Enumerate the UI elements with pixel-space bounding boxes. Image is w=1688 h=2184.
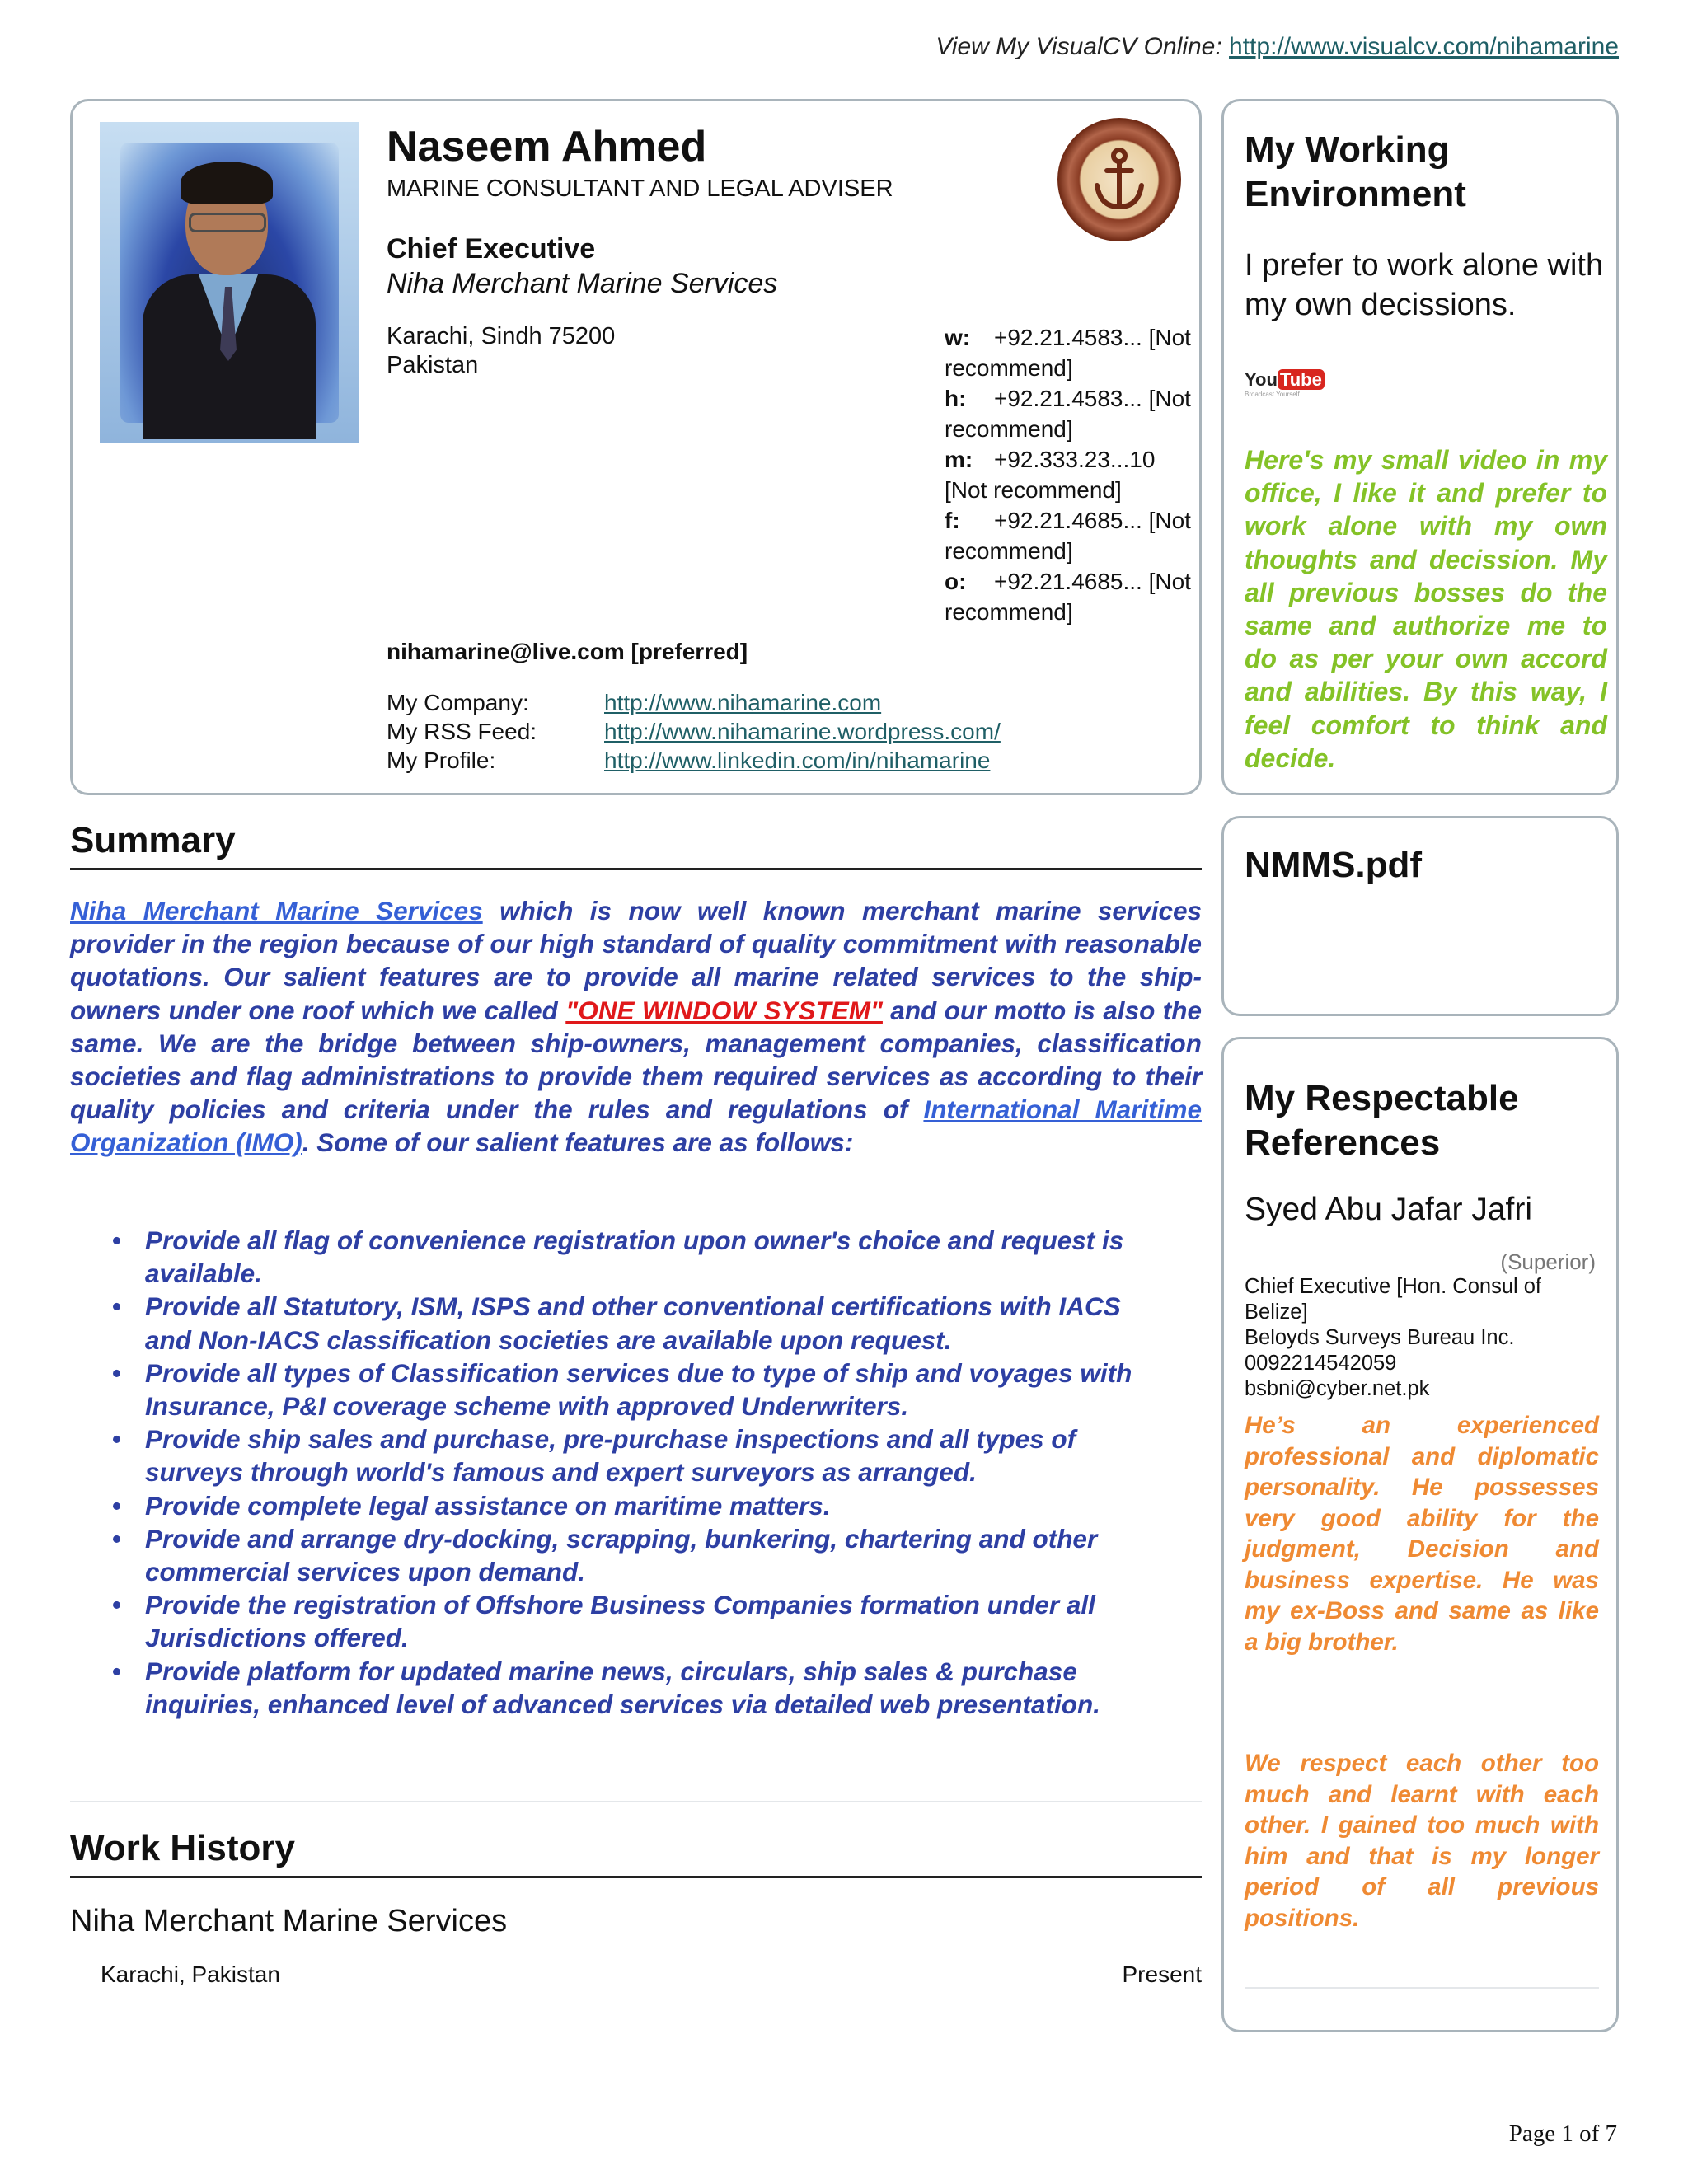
visualcv-link[interactable]: http://www.visualcv.com/nihamarine <box>1229 33 1619 60</box>
link-row-profile <box>387 746 1001 775</box>
one-window-system-link[interactable]: "ONE WINDOW SYSTEM" <box>565 995 883 1025</box>
summary-heading: Summary <box>70 820 1202 870</box>
reference-phone: 0092214542059 <box>1245 1352 1397 1375</box>
link-label: My RSS Feed: <box>387 719 537 744</box>
phone-fax: f: +92.21.4685... [Not recommend] <box>945 508 1191 564</box>
reference-title: Chief Executive [Hon. Consul of Belize] <box>1245 1275 1542 1324</box>
work-company: Niha Merchant Marine Services <box>70 1904 508 1938</box>
link-row-company <box>387 688 1001 717</box>
list-item: • Provide platform for updated marine news, circulars, ship sales & purchase inquiries, enhanced level of advanced services via detailed web presentation. <box>145 1655 1167 1721</box>
youtube-you-text: You <box>1245 369 1278 390</box>
environment-text: I prefer to work alone with my own decissions. <box>1245 248 1604 322</box>
profile-card <box>70 99 1202 795</box>
phone-home: h: +92.21.4583... [Not recommend] <box>945 386 1191 442</box>
list-item: • Provide and arrange dry-docking, scrapping, bunkering, chartering and other commercial services upon demand. <box>145 1522 1167 1588</box>
youtube-tube-text: Tube <box>1278 369 1325 390</box>
reference-note-1: He’s an experienced professional and diplomatic personality. He possesses very good ability for the judgment, Decision and business expertise. He was my ex-Boss and same as like a big brother. <box>1245 1412 1599 1656</box>
reference-company: Beloyds Surveys Bureau Inc. <box>1245 1326 1515 1349</box>
job-role: Chief Executive <box>387 233 596 265</box>
address <box>387 322 615 380</box>
company-link[interactable]: Niha Merchant Marine Services <box>70 896 483 926</box>
list-item: • Provide all Statutory, ISM, ISPS and other conventional certifications with IACS and Non-IACS classification societies are available upon request. <box>145 1290 1167 1356</box>
reference-email: bsbni@cyber.net.pk <box>1245 1377 1430 1400</box>
section-divider <box>70 1801 1202 1802</box>
youtube-tagline: Broadcast Yourself <box>1245 391 1300 398</box>
summary-text-3: . Some of our salient features are as follows: <box>302 1127 854 1158</box>
reference-divider <box>1245 1987 1599 1989</box>
linkedin-profile-link[interactable]: http://www.linkedin.com/in/nihamarine <box>604 748 991 773</box>
list-item: • Provide all flag of convenience registration upon owner's choice and request is available. <box>145 1224 1167 1290</box>
person-subtitle: MARINE CONSULTANT AND LEGAL ADVISER <box>387 176 893 202</box>
nmms-pdf-title[interactable]: NMMS.pdf <box>1245 845 1423 885</box>
reference-note-2: We respect each other too much and learnt with each other. I gained too much with him and that is my longer period of all previous positions. <box>1245 1750 1599 1932</box>
summary-paragraph <box>70 894 1202 1160</box>
reference-details <box>1245 1274 1599 1402</box>
email-address: nihamarine@live.com [preferred] <box>387 639 748 664</box>
references-heading: My Respectable References <box>1245 1078 1519 1163</box>
link-label: My Company: <box>387 690 529 715</box>
list-item: • Provide all types of Classification services due to type of ship and voyages with Insurance, P&I coverage scheme with approved Underwriters. <box>145 1357 1167 1422</box>
list-item: • Provide complete legal assistance on maritime matters. <box>145 1489 1167 1522</box>
work-period: Present <box>1122 1961 1202 1987</box>
profile-links <box>387 688 1001 775</box>
video-description: Here's my small video in my office, I like it and prefer to work alone with my own thoughts and decission. My all previous bosses do the same and authorize me to do as per your own accord and abilities. By this way, I feel comfort to think and decide. <box>1245 445 1607 773</box>
reference-name: Syed Abu Jafar Jafri <box>1245 1192 1533 1227</box>
visualcv-online-line <box>0 33 1619 61</box>
profile-photo <box>100 122 359 443</box>
address-line-1: Karachi, Sindh 75200 <box>387 323 616 349</box>
environment-heading: My Working Environment <box>1245 129 1466 214</box>
person-name: Naseem Ahmed <box>387 123 707 171</box>
nmms-pdf-panel[interactable] <box>1221 816 1619 1016</box>
work-location: Karachi, Pakistan <box>101 1961 280 1987</box>
working-environment-panel <box>1221 99 1619 795</box>
imo-link[interactable]: International Maritime Organization (IMO) <box>70 1094 1202 1158</box>
phone-mobile: m: +92.333.23...10 [Not recommend] <box>945 447 1156 503</box>
references-panel <box>1221 1037 1619 2032</box>
youtube-logo-icon[interactable] <box>1245 369 1322 402</box>
page-number: Page 1 of 7 <box>1508 2121 1617 2147</box>
features-list <box>145 1224 1167 1721</box>
phone-work: w: +92.21.4583... [Not recommend] <box>945 325 1191 381</box>
list-item: • Provide the registration of Offshore Business Companies formation under all Jurisdictions offered. <box>145 1588 1167 1654</box>
visualcv-label: View My VisualCV Online: <box>935 33 1222 60</box>
phone-list <box>945 322 1200 627</box>
reference-relation: (Superior) <box>1500 1249 1596 1274</box>
link-row-rss <box>387 717 1001 746</box>
work-history-heading: Work History <box>70 1828 1202 1878</box>
link-label: My Profile: <box>387 748 496 773</box>
list-item: • Provide ship sales and purchase, pre-purchase inspections and all types of surveys through world's famous and expert surveyors as arranged. <box>145 1422 1167 1488</box>
company-website-link[interactable]: http://www.nihamarine.com <box>604 690 882 715</box>
anchor-icon <box>1057 118 1181 241</box>
phone-other: o: +92.21.4685... [Not recommend] <box>945 569 1191 625</box>
summary-text-2: and our motto is also the same. We are the bridge between ship-owners, management companies, classification societies and flag administrations to provide them required services as according to their quality policies and criteria under the rules and regulations of <box>70 995 1202 1125</box>
company-name: Niha Merchant Marine Services <box>387 268 778 299</box>
summary-text-1: which is now well known merchant marine services provider in the region because of our high standard of quality commitment with reasonable quotations. Our salient features are to provide all marine related services to the ship-owners under one roof which we called <box>70 896 1203 1025</box>
address-line-2: Pakistan <box>387 352 479 378</box>
rss-feed-link[interactable]: http://www.nihamarine.wordpress.com/ <box>604 719 1001 744</box>
